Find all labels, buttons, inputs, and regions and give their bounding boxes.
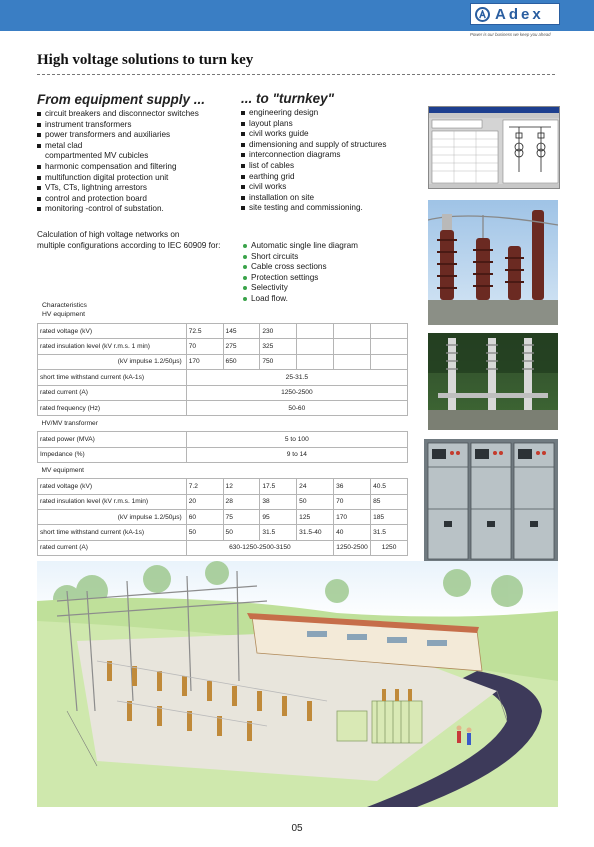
list-item: dimensioning and supply of structures: [241, 140, 386, 151]
table-cell: 185: [371, 509, 408, 524]
turnkey-list: [241, 108, 386, 214]
table-cell: 125: [297, 509, 334, 524]
list-item: control and protection board: [37, 194, 199, 205]
table-cell: 75: [223, 509, 260, 524]
table-row: [38, 354, 408, 369]
table-cell: [297, 324, 334, 339]
page-number: 05: [291, 823, 303, 834]
table-cell: 85: [371, 494, 408, 509]
table-row: [38, 525, 408, 540]
list-item: VTs, CTs, lightning arrestors: [37, 183, 199, 194]
list-item: power transformers and auxiliaries: [37, 130, 199, 141]
table-cell: [297, 354, 334, 369]
list-item: site testing and commissioning.: [241, 203, 386, 214]
table-cell: [297, 339, 334, 354]
table-cell: 28: [223, 494, 260, 509]
list-item: circuit breakers and disconnector switches: [37, 109, 199, 120]
list-item: earthing grid: [241, 172, 386, 183]
characteristics-label: [42, 302, 87, 319]
list-item: monitoring -control of substation.: [37, 204, 199, 215]
row-label: short time withstand current (kA-1s): [38, 525, 187, 540]
section-row: [38, 463, 408, 479]
right-heading: ... to "turnkey": [241, 91, 335, 106]
table-cell: 170: [186, 354, 223, 369]
table-row: [38, 370, 408, 385]
table-cell: 20: [186, 494, 223, 509]
switchgear-graphic: [424, 439, 558, 563]
table-cell: 31.5: [260, 525, 297, 540]
brand-name: Adex: [495, 5, 544, 23]
list-item: multifunction digital protection unit: [37, 173, 199, 184]
table-cell: 1250-2500: [334, 540, 371, 555]
row-label: rated insulation level (kV r.m.s. 1 min): [38, 339, 187, 354]
table-cell: 170: [334, 509, 371, 524]
row-label: rated power (MVA): [38, 432, 187, 447]
list-item: layout plans: [241, 119, 386, 130]
hv-label: HV equipment: [42, 310, 86, 318]
table-cell: 60: [186, 509, 223, 524]
left-heading: From equipment supply ...: [37, 92, 206, 107]
list-item: Selectivity: [243, 283, 358, 294]
list-item: civil works: [241, 182, 386, 193]
row-label: rated voltage (kV): [38, 479, 187, 494]
table-cell: 38: [260, 494, 297, 509]
table-row: [38, 509, 408, 524]
row-label: (kV impulse 1.2/50µs): [38, 354, 187, 369]
table-cell: 31.5: [371, 525, 408, 540]
table-cell: 95: [260, 509, 297, 524]
adex-logo-icon: [475, 7, 490, 22]
insulator-graphic: [428, 200, 558, 325]
calculation-text: [37, 230, 220, 251]
table-row: [38, 324, 408, 339]
row-label: rated voltage (kV): [38, 324, 187, 339]
table-cell: 12: [223, 479, 260, 494]
substation-illustration: [37, 561, 558, 807]
list-item: harmonic compensation and filtering: [37, 162, 199, 173]
table-cell: 650: [223, 354, 260, 369]
table-cell: 50: [297, 494, 334, 509]
table-cell: 1250: [371, 540, 408, 555]
table-cell: [334, 354, 371, 369]
row-label: rated current (A): [38, 540, 187, 555]
row-label: rated frequency (Hz): [38, 400, 187, 415]
table-cell: 325: [260, 339, 297, 354]
list-item: instrument transformers: [37, 120, 199, 131]
substation-graphic: [37, 561, 558, 807]
characteristics-text: Characteristics: [42, 302, 87, 309]
section-row: [38, 416, 408, 432]
table-cell: 17.5: [260, 479, 297, 494]
table-cell: [371, 354, 408, 369]
mv-switchgear-photo: [424, 439, 558, 563]
table-cell: 7.2: [186, 479, 223, 494]
calculation-line: multiple configurations according to IEC 60909 for:: [37, 240, 221, 250]
table-cell: 40.5: [371, 479, 408, 494]
table-cell: 1250-2500: [186, 385, 407, 400]
table-cell: [371, 339, 408, 354]
table-row: [38, 400, 408, 415]
table-cell: [334, 324, 371, 339]
list-item: list of cables: [241, 161, 386, 172]
table-cell: 5 to 100: [186, 432, 407, 447]
list-item: civil works guide: [241, 129, 386, 140]
title-divider: [37, 74, 555, 75]
table-cell: 40: [334, 525, 371, 540]
equipment-list: [37, 109, 199, 215]
calculation-line: Calculation of high voltage networks on: [37, 230, 180, 239]
table-row: [38, 494, 408, 509]
table-row: [38, 479, 408, 494]
table-cell: 9 to 14: [186, 447, 407, 462]
circuit-breaker-photo: [428, 333, 558, 430]
table-cell: 230: [260, 324, 297, 339]
calculation-list: [243, 241, 358, 305]
section-label: HV/MV transformer: [41, 420, 98, 428]
list-item: Protection settings: [243, 273, 358, 284]
row-label: (kV impulse 1.2/50µs): [38, 509, 187, 524]
section-label: MV equipment: [41, 467, 85, 475]
row-label: Impedance (%): [38, 447, 187, 462]
list-item: Automatic single line diagram: [243, 241, 358, 252]
table-cell: 31.5-40: [297, 525, 334, 540]
table-cell: 50: [186, 525, 223, 540]
table-cell: 24: [297, 479, 334, 494]
table-cell: 630-1250-2500-3150: [186, 540, 333, 555]
page-title: High voltage solutions to turn key: [37, 52, 254, 68]
list-item: Load flow.: [243, 294, 358, 305]
table-cell: 25-31.5: [186, 370, 407, 385]
table-cell: [334, 339, 371, 354]
table-cell: [371, 324, 408, 339]
row-label: short time withstand current (kA-1s): [38, 370, 187, 385]
list-item: engineering design: [241, 108, 386, 119]
specification-table: [37, 323, 408, 556]
list-item: compartmented MV cubicles: [45, 151, 149, 161]
breaker-graphic: [428, 333, 558, 430]
brand-logo[interactable]: [470, 3, 560, 25]
list-item: Short circuits: [243, 252, 358, 263]
table-row: [38, 447, 408, 462]
hv-insulator-photo: [428, 200, 558, 325]
list-item: Cable cross sections: [243, 262, 358, 273]
table-cell: 70: [334, 494, 371, 509]
table-cell: 750: [260, 354, 297, 369]
brand-tagline: Power is our business we keep you ahead: [470, 32, 551, 37]
software-screenshot-graphic: [429, 107, 560, 189]
table-cell: 36: [334, 479, 371, 494]
table-cell: 275: [223, 339, 260, 354]
table-cell: 72.5: [186, 324, 223, 339]
table-row: [38, 432, 408, 447]
table-row: [38, 540, 408, 555]
list-item: installation on site: [241, 193, 386, 204]
software-screenshot-photo: [428, 106, 560, 189]
table-cell: 70: [186, 339, 223, 354]
table-row: [38, 385, 408, 400]
table-cell: 145: [223, 324, 260, 339]
row-label: rated insulation level (kV r.m.s. 1min): [38, 494, 187, 509]
table-cell: 50-60: [186, 400, 407, 415]
list-item: metal clad: [37, 141, 199, 152]
table-cell: 50: [223, 525, 260, 540]
table-row: [38, 339, 408, 354]
row-label: rated current (A): [38, 385, 187, 400]
list-item: interconnection diagrams: [241, 150, 386, 161]
